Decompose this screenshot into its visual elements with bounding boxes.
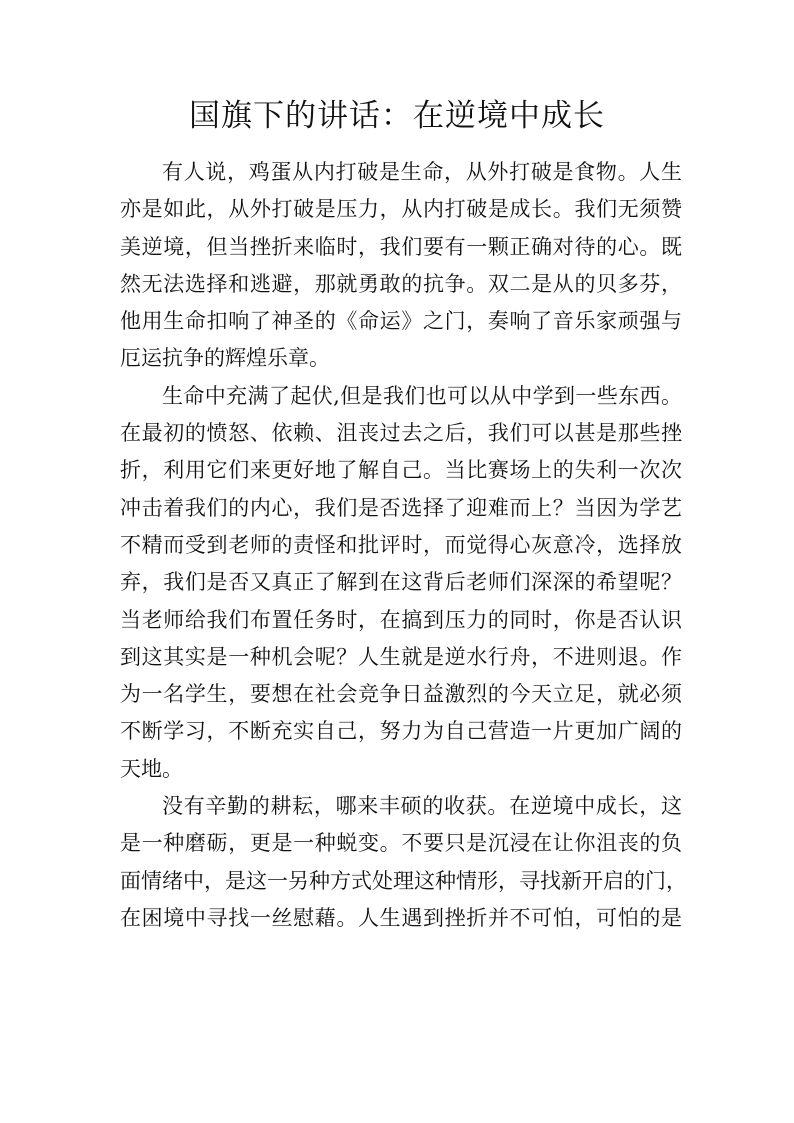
text-line: 到这其实是一种机会呢？人生就是逆水行舟，不进则退。作 — [120, 644, 682, 669]
text-line: 亦是如此，从外打破是压力，从内打破是成长。我们无须赞 — [120, 197, 682, 222]
text-line: 弃，我们是否又真正了解到在这背后老师们深深的希望呢？ — [120, 570, 682, 595]
paragraph-3 — [120, 788, 687, 937]
text-line: 生命中充满了起伏,但是我们也可以从中学到一些东西。 — [162, 383, 682, 408]
text-line: 为一名学生，要想在社会竞争日益激烈的今天立足，就必须 — [120, 682, 682, 707]
text-line: 然无法选择和逃避，那就勇敢的抗争。双二是从的贝多芬， — [120, 271, 682, 296]
text-line: 冲击着我们的内心，我们是否选择了迎难而上？当因为学艺 — [120, 495, 682, 520]
text-line: 天地。 — [120, 756, 183, 781]
text-line: 当老师给我们布置任务时，在搞到压力的同时，你是否认识 — [120, 607, 682, 632]
text-line: 不精而受到老师的责怪和批评时，而觉得心灰意冷，选择放 — [120, 532, 682, 557]
document-title: 国旗下的讲话：在逆境中成长 — [189, 98, 605, 134]
text-line: 有人说，鸡蛋从内打破是生命，从外打破是食物。人生 — [162, 160, 682, 184]
text-line: 在最初的愤怒、依赖、沮丧过去之后，我们可以甚是那些挫 — [120, 421, 682, 446]
text-line: 美逆境，但当挫折来临时，我们要有一颗正确对待的心。既 — [120, 234, 682, 259]
paragraph-1 — [120, 154, 682, 378]
text-line: 折，利用它们来更好地了解自己。当比赛场上的失利一次次 — [120, 458, 682, 483]
text-line: 在困境中寻找一丝慰藉。人生遇到挫折并不可怕，可怕的是 — [120, 905, 682, 930]
text-line: 没有辛勤的耕耘，哪来丰硕的收获。在逆境中成长，这 — [162, 794, 682, 819]
text-line: 是一种磨砺，更是一种蜕变。不要只是沉浸在让你沮丧的负 — [120, 831, 682, 856]
paragraph-2 — [120, 378, 682, 788]
text-line: 他用生命扣响了神圣的《命运》之门，奏响了音乐家顽强与 — [120, 309, 682, 334]
text-line: 面情绪中，是这一另种方式处理这种情形，寻找新开启的门， — [120, 868, 687, 893]
text-line: 厄运抗争的辉煌乐章。 — [120, 346, 330, 371]
document-body — [120, 154, 687, 937]
text-line: 不断学习，不断充实自己，努力为自己营造一片更加广阔的 — [120, 719, 682, 744]
